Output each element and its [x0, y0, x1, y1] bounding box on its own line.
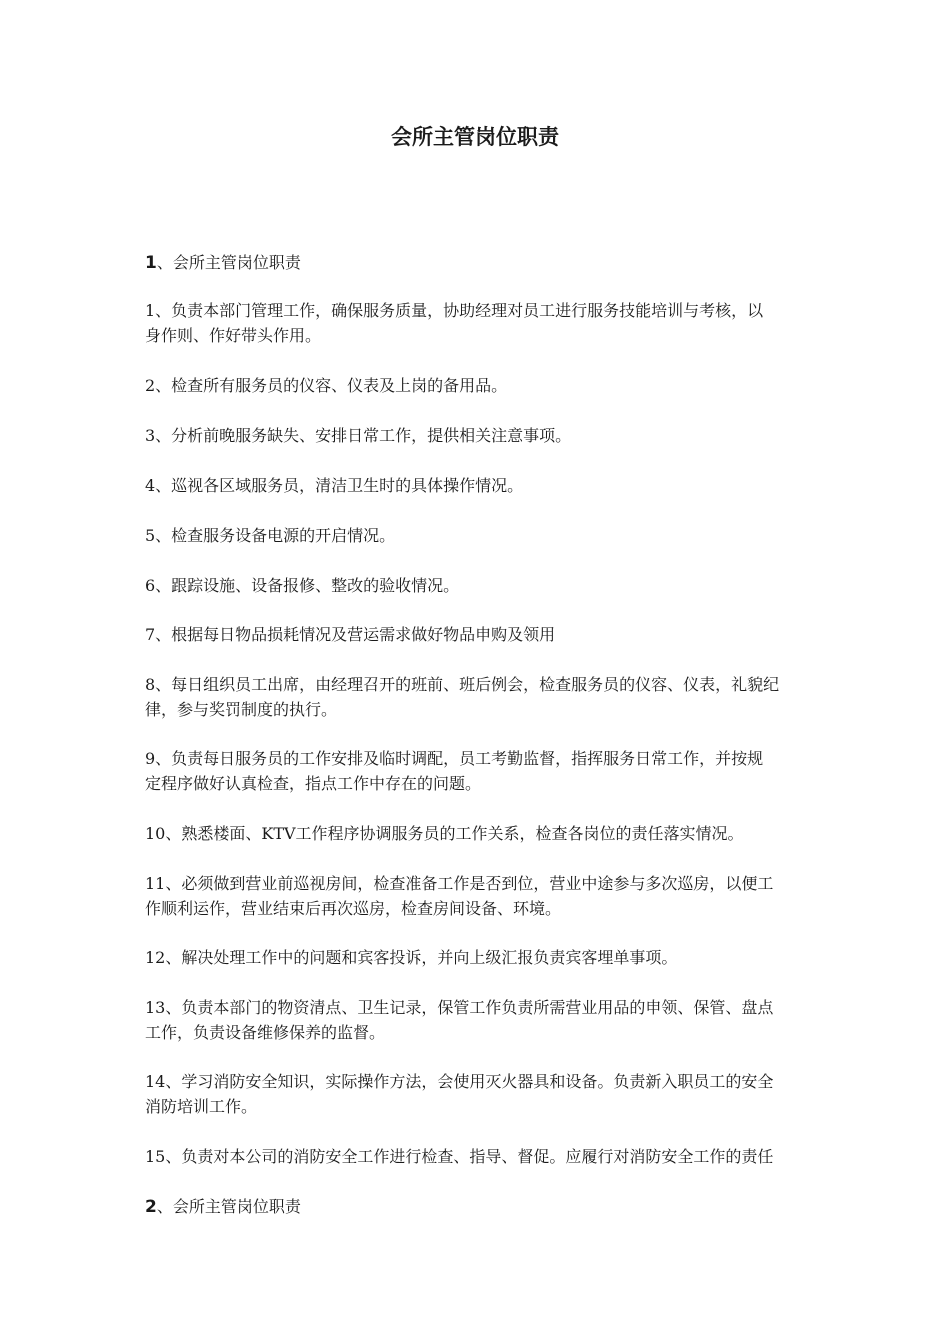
- duty-item-5: 5、检查服务设备电源的开启情况。: [145, 526, 396, 545]
- duty-item-9: 9、负责每日服务员的工作安排及临时调配，员工考勤监督，指挥服务日常工作，并按规 定程序做好认真检查，指点工作中存在的问题。: [145, 749, 764, 793]
- duty-item-3: 3、分析前晚服务缺失、安排日常工作，提供相关注意事项。: [145, 426, 572, 445]
- duty-item-14: 14、学习消防安全知识，实际操作方法，会使用灭火器具和设备。负责新入职员工的安全 消防培训工作。: [145, 1072, 774, 1116]
- duty-item-7: 7、根据每日物品损耗情况及营运需求做好物品申购及领用: [145, 625, 556, 644]
- section-number: 2: [145, 1197, 157, 1217]
- duty-item-10: 10、熟悉楼面、KTV工作程序协调服务员的工作关系，检查各岗位的责任落实情况。: [145, 824, 744, 843]
- section-heading-text: 、会所主管岗位职责: [156, 253, 301, 272]
- section-heading-1: [145, 252, 815, 274]
- section-number: 1: [145, 253, 157, 273]
- duty-item-4: 4、巡视各区域服务员，清洁卫生时的具体操作情况。: [145, 476, 524, 495]
- duty-item-13: 13、负责本部门的物资清点、卫生记录，保管工作负责所需营业用品的申领、保管、盘点 工作，负责设备维修保养的监督。: [145, 998, 774, 1042]
- duty-item-6: 6、跟踪设施、设备报修、整改的验收情况。: [145, 576, 460, 595]
- duty-item-15: 15、负责对本公司的消防安全工作进行检查、指导、督促。应履行对消防安全工作的责任: [145, 1147, 774, 1166]
- duty-item-1: 1、负责本部门管理工作，确保服务质量，协助经理对员工进行服务技能培训与考核，以 身作则、作好带头作用。: [145, 301, 764, 345]
- duty-item-2: 2、检查所有服务员的仪容、仪表及上岗的备用品。: [145, 376, 508, 395]
- section-heading-2: [145, 1196, 815, 1218]
- section-heading-text: 、会所主管岗位职责: [156, 1197, 301, 1216]
- duty-item-8: 8、每日组织员工出席，由经理召开的班前、班后例会，检查服务员的仪容、仪表，礼貌纪 律，参与奖罚制度的执行。: [145, 675, 780, 719]
- duty-item-12: 12、解决处理工作中的问题和宾客投诉，并向上级汇报负责宾客埋单事项。: [145, 948, 678, 967]
- duty-item-11: 11、必须做到营业前巡视房间，检查准备工作是否到位，营业中途参与多次巡房，以便工 作顺利运作，营业结束后再次巡房，检查房间设备、环境。: [145, 874, 774, 918]
- document-title: 会所主管岗位职责: [391, 125, 559, 149]
